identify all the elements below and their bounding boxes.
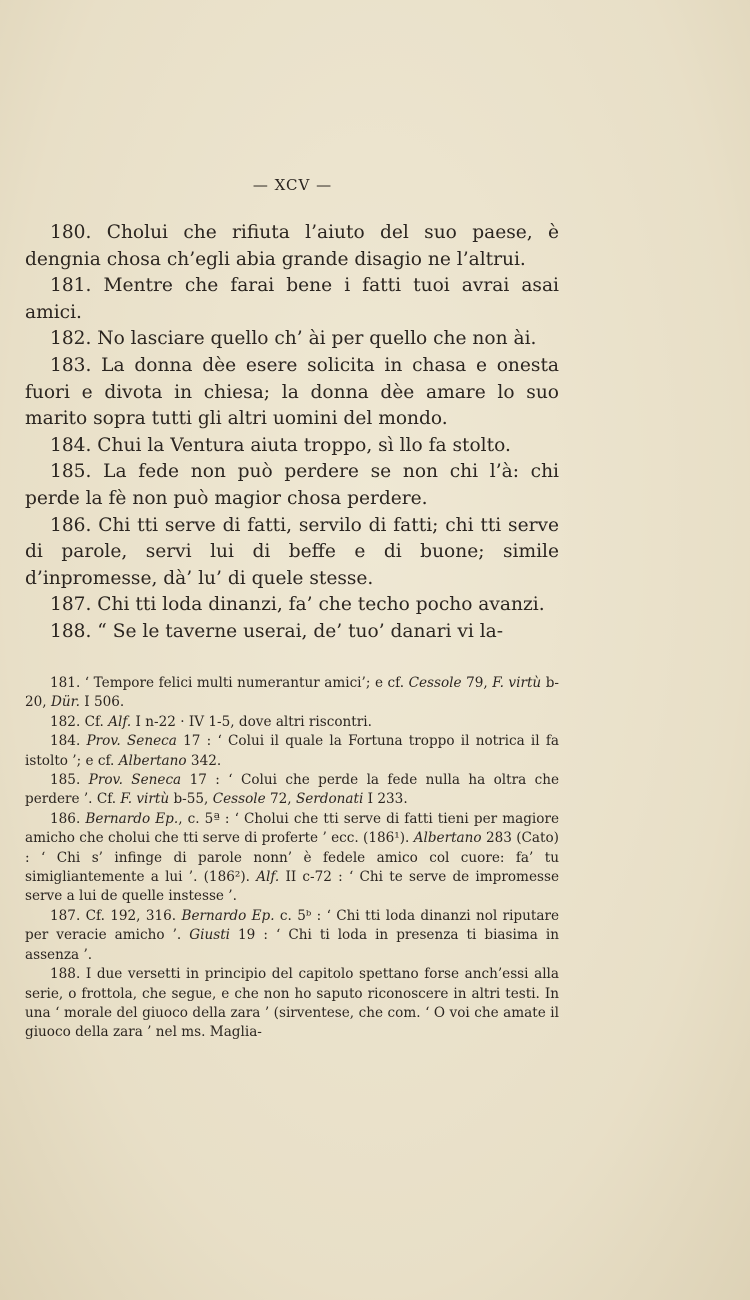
footnotes: [25, 674, 559, 1043]
proverb-185: 185. La fede non può perdere se non chi l’à: chi perde la fè non può magior chosa perdere.: [25, 461, 559, 509]
footnote-186: 186. Bernardo Ep., c. 5ª : ‘ Cholui che tti serve di fatti tieni per magiore amicho che cholui che tti serve di proferte ’ ecc. (186¹). Albertano 283 (Cato) : ‘ Chi s’ infinge di parole nonn’ è fedele amico col cuore: fa’ tu simigliantemente a lui ’. (186²). Alf. II c-72 : ‘ Chi te serve de impromesse serve a lui de quelle instesse ’.: [25, 810, 559, 905]
proverb-187: 187. Chi tti loda dinanzi, fa’ che techo pocho avanzi.: [50, 594, 545, 616]
proverb-188: 188. “ Se le taverne userai, de’ tuo’ danari vi la-: [50, 620, 504, 642]
proverb-182: 182. No lasciare quello ch’ ài per quello che non ài.: [50, 328, 537, 350]
footnote-182: 182. Cf. Alf. I n-22 · IV 1-5, dove altri riscontri.: [50, 713, 372, 730]
footnote-185: 185. Prov. Seneca 17 : ‘ Colui che perde la fede nulla ha oltra che perdere ’. Cf. F. virtù b-55, Cessole 72, Serdonati I 233.: [25, 772, 560, 808]
main-text: [25, 220, 559, 646]
proverb-180: 180. Cholui che rifiuta l’aiuto del suo paese, è dengnia chosa ch’egli abia grande disagio ne l’altrui.: [25, 222, 559, 270]
proverb-183: 183. La donna dèe esere solicita in chasa e onesta fuori e divota in chiesa; la donna dèe amare lo suo marito sopra tutti gli altri uomini del mondo.: [25, 354, 559, 430]
page-number: — XCV —: [252, 176, 333, 194]
proverb-181: 181. Mentre che farai bene i fatti tuoi avrai asai amici.: [25, 275, 559, 323]
footnote-184: 184. Prov. Seneca 17 : ‘ Colui il quale la Fortuna troppo il notrica il fa istolto ’; e cf. Albertano 342.: [25, 733, 559, 769]
proverb-186: 186. Chi tti serve di fatti, servilo di fatti; chi tti serve di parole, servi lui di beffe e di buone; simile d’inpromesse, dà’ lu’ di quele stesse.: [25, 514, 559, 589]
footnote-188: 188. I due versetti in principio del capitolo spettano forse anch’essi alla serie, o frottola, che segue, e che non ho saputo riconoscere in altri testi. In una ‘ morale del giuoco della zara ’ (sirventese, che com. ‘ O voi che amate il giuoco della zara ’ nel ms. Maglia-: [25, 966, 559, 1041]
footnote-181: 181. ‘ Tempore felici multi numerantur amici’; e cf. Cessole 79, F. virtù b-20, Dür. I 506.: [25, 675, 560, 711]
proverb-184: 184. Chui la Ventura aiuta troppo, sì llo fa stolto.: [50, 434, 511, 456]
footnote-187: 187. Cf. 192, 316. Bernardo Ep. c. 5ᵇ : ‘ Chi tti loda dinanzi nol riputare per veracie amicho ’. Giusti 19 : ‘ Chi ti loda in presenza ti biasima in assenza ’.: [25, 907, 559, 963]
